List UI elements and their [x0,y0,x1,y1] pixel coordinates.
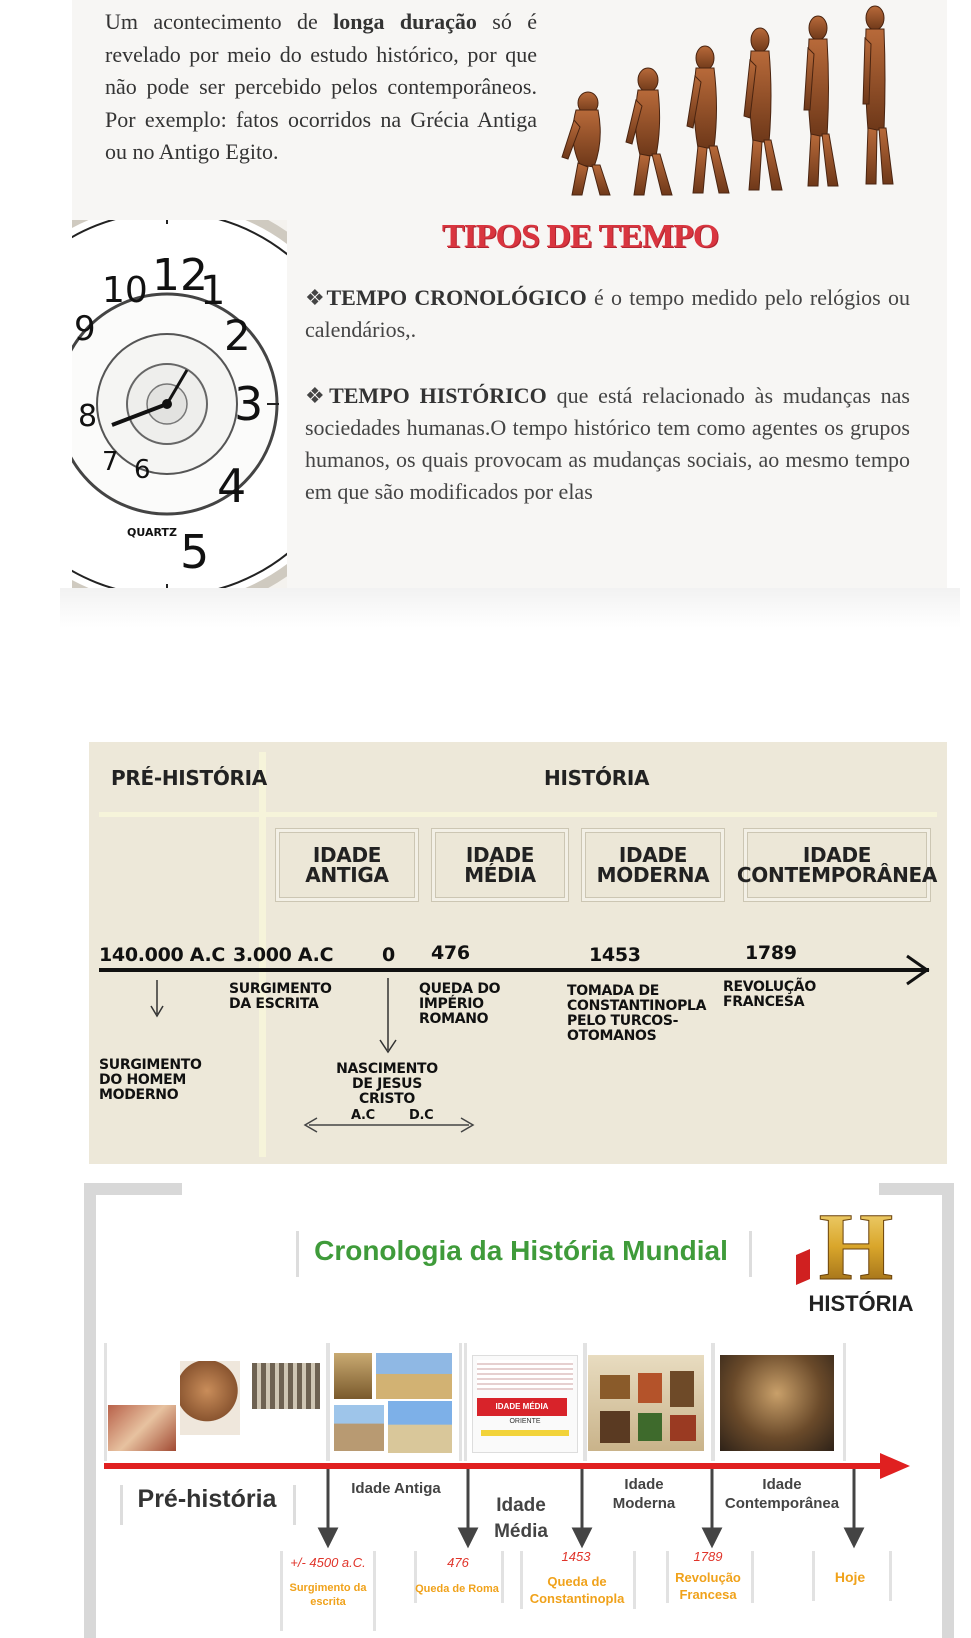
dc-label: D.C [409,1108,434,1123]
date-label-hoje: Hoje [834,1569,866,1585]
date-label: 1453 [589,944,641,966]
date-label: 140.000 A.C [99,944,226,966]
clock-brand: QUARTZ [127,526,177,539]
svg-text:10: 10 [102,270,148,311]
section-divider [60,588,960,628]
cronologia-title: Cronologia da História Mundial [314,1235,728,1266]
era-media-label: Idade Média [494,1495,548,1542]
media-banner: IDADE MÉDIA [477,1398,567,1416]
date-label: 3.000 A.C [233,944,334,966]
svg-text:6: 6 [134,455,151,485]
intro-paragraph: Um acontecimento de longa duração só é revelado por meio do estudo histórico, por que não pode ser percebido pelos contemporâneos. Por exemplo: fatos ocorridos na Grécia Antiga ou no Antigo Egito. [105,9,537,164]
date-year: 1789 [693,1549,723,1564]
date-year: 476 [447,1555,469,1570]
svg-text:H: H [818,1197,894,1300]
svg-text:2: 2 [224,311,251,360]
date-year: 1453 [561,1549,591,1564]
history-logo-text: HISTÓRIA [808,1291,914,1316]
prehistoria-header: PRÉ-HISTÓRIA [111,766,267,790]
svg-text:5: 5 [180,525,210,579]
historia-header: HISTÓRIA [544,766,650,790]
media-sub: ORIENTE [509,1418,541,1425]
tempo-historico-text: ❖TEMPO HISTÓRICO que está relacionado às mudanças nas sociedades humanas.O tempo histórico tem como agentes os grupos humanos, os quais provocam as mudanças sociais, ao mesmo tempo em que são modificados por elas [305,383,910,504]
clock-number: 12 [152,250,208,301]
svg-text:9: 9 [74,309,96,349]
svg-text:3: 3 [234,377,264,431]
date-label: Queda de Roma [415,1583,499,1595]
date-label: Queda de Constantinopla [529,1574,625,1606]
tempo-cronologico-text: ❖TEMPO CRONOLÓGICO é o tempo medido pelo relógios ou calendários,. [305,285,910,342]
cronologia-historia-mundial [84,1183,954,1638]
svg-text:4: 4 [217,459,247,513]
date-label: Revolução Francesa [675,1570,741,1602]
era-moderna-label: Idade Moderna [612,1476,676,1512]
event-escrita: SURGIMENTO DA ESCRITA [229,981,332,1012]
era-prehistoria-label: Pré-história [137,1485,277,1513]
date-label: Surgimento da escrita [289,1582,367,1608]
timeline-panel [89,742,947,1164]
event-constantinopla: TOMADA DE CONSTANTINOPLA PELO TURCOS-OTOMANOS [567,983,707,1044]
era-antiga-label: Idade Antiga [351,1480,441,1497]
svg-text:1: 1 [200,268,226,314]
event-jesus: NASCIMENTO DE JESUS CRISTO [336,1061,438,1107]
era-idade-moderna: IDADE MODERNA [582,829,724,901]
event-homem-moderno: SURGIMENTO DO HOMEM MODERNO [99,1057,202,1103]
tipos-de-tempo-title: TIPOS DE TEMPO [441,218,719,255]
human-evolution-illustration [550,0,940,200]
era-idade-contemporanea: IDADE CONTEMPORÂNEA [744,829,930,901]
event-roma: QUEDA DO IMPÉRIO ROMANO [419,981,501,1027]
era-idade-media: IDADE MÉDIA [432,829,568,901]
event-francesa: REVOLUÇÃO FRANCESA [723,979,816,1010]
svg-text:7: 7 [102,447,119,477]
date-label: 476 [431,942,470,964]
spiral-clock-image [72,220,287,588]
era-idade-antiga: IDADE ANTIGA [276,829,418,901]
svg-text:8: 8 [78,399,98,434]
era-contemporanea-label: Idade Contemporânea [724,1476,840,1512]
date-label: 1789 [745,942,797,964]
date-label: 0 [382,944,395,966]
date-year: +/- 4500 a.C. [290,1555,366,1570]
ac-label: A.C [351,1108,375,1123]
